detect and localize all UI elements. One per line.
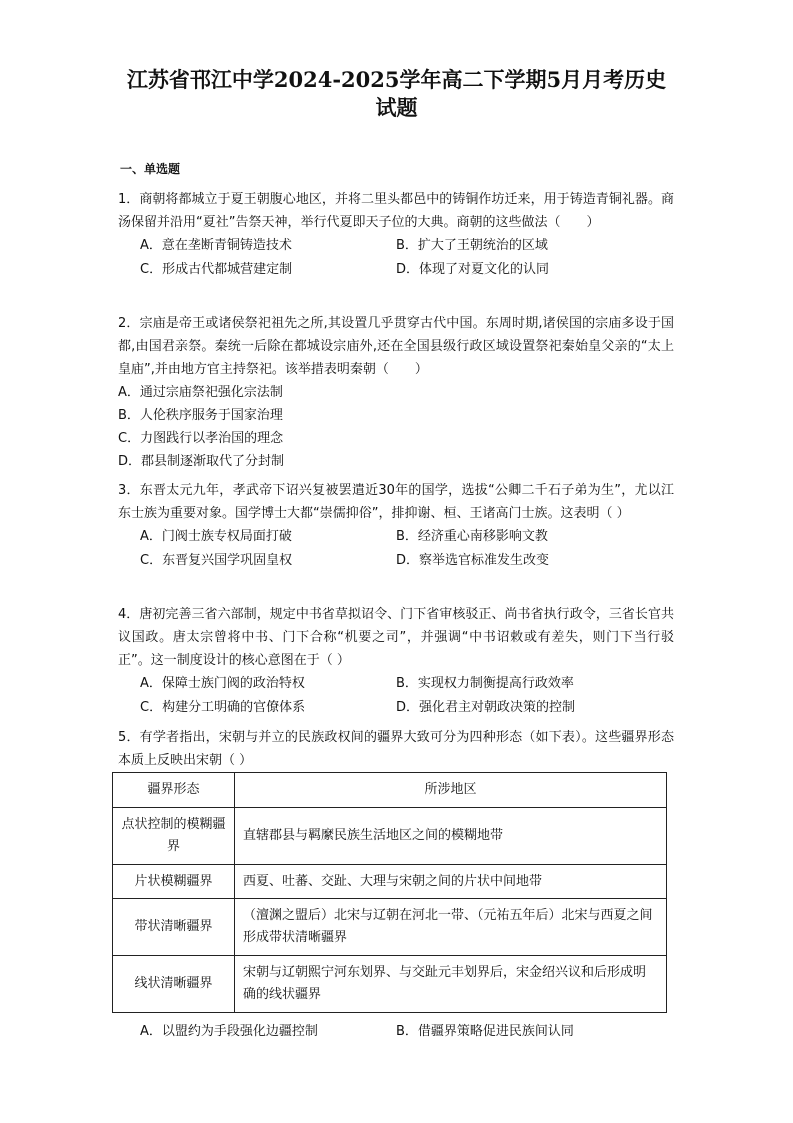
table-row: [113, 899, 667, 956]
question-4-option-a[interactable]: A．保障士族门阀的政治特权: [140, 676, 305, 691]
question-4: [118, 603, 674, 720]
table-cell-region: 直辖郡县与羁縻民族生活地区之间的模糊地带: [235, 808, 667, 865]
section-heading: 一、单选题: [120, 162, 181, 176]
question-3-stem: 3．东晋太元九年，孝武帝下诏兴复被罢遣近30年的国学，选拔“公卿二千石子弟为生”，尤以江东士族为重要对象。国学博士大都“崇儒抑俗”，排抑谢、桓、王诸高门士族。这表明（ ）: [118, 483, 674, 521]
question-4-stem: 4．唐初完善三省六部制，规定中书省草拟诏令、门下省审核驳正、尚书省执行政令，三省长官共议国政。唐太宗曾将中书、门下合称“机要之司”，并强调“中书诏敕或有差失，则门下当行驳正”。这一制度设计的核心意图在于（ ）: [118, 607, 674, 668]
question-4-options-row1: [118, 672, 674, 696]
question-1: [118, 188, 674, 282]
question-1-option-d[interactable]: D．体现了对夏文化的认同: [396, 262, 550, 277]
question-5: [118, 726, 674, 772]
table-row: [113, 956, 667, 1013]
question-2: [118, 312, 674, 473]
question-3-option-d[interactable]: D．察举选官标准发生改变: [396, 553, 550, 568]
question-5-option-b[interactable]: B．借疆界策略促进民族间认同: [396, 1024, 574, 1039]
table-cell-form: 线状清晰疆界: [113, 956, 235, 1013]
question-3: [118, 479, 674, 573]
question-1-option-a[interactable]: A．意在垄断青铜铸造技术: [140, 238, 292, 253]
table-header-form: 疆界形态: [113, 773, 235, 808]
question-3-options-row1: [118, 525, 674, 549]
question-3-options-row2: [118, 549, 674, 573]
question-3-option-a[interactable]: A．门阀士族专权局面打破: [140, 529, 292, 544]
question-2-option-c[interactable]: C．力图践行以孝治国的理念: [118, 431, 284, 446]
question-4-option-d[interactable]: D．强化君主对朝政决策的控制: [396, 700, 576, 715]
table-cell-form: 带状清晰疆界: [113, 899, 235, 956]
question-2-option-b[interactable]: B．人伦秩序服务于国家治理: [118, 408, 283, 423]
question-5-option-a[interactable]: A．以盟约为手段强化边疆控制: [140, 1024, 318, 1039]
question-1-stem: 1．商朝将都城立于夏王朝腹心地区，并将二里头都邑中的铸铜作坊迁来，用于铸造青铜礼器。商汤保留并沿用“夏社”告祭天神，举行代夏即天子位的大典。商朝的这些做法（ ）: [118, 192, 674, 230]
question-1-option-b[interactable]: B．扩大了王朝统治的区域: [396, 238, 548, 253]
table-row: [113, 808, 667, 865]
table-cell-form: 片状模糊疆界: [113, 865, 235, 899]
question-4-option-b[interactable]: B．实现权力制衡提高行政效率: [396, 676, 574, 691]
question-3-option-c[interactable]: C．东晋复兴国学巩固皇权: [140, 553, 293, 568]
question-4-option-c[interactable]: C．构建分工明确的官僚体系: [140, 700, 306, 715]
table-cell-region: （澶渊之盟后）北宋与辽朝在河北一带、（元祐五年后）北宋与西夏之间形成带状清晰疆界: [235, 899, 667, 956]
table-header-region: 所涉地区: [235, 773, 667, 808]
exam-title-line2: 试题: [375, 95, 418, 120]
question-5-options-row1: [118, 1020, 674, 1044]
exam-title-line1: 江苏省邗江中学2024-2025学年高二下学期5月月考历史: [126, 67, 667, 92]
question-1-option-c[interactable]: C．形成古代都城营建定制: [140, 262, 293, 277]
table-cell-form: 点状控制的模糊疆界: [113, 808, 235, 865]
question-2-option-d[interactable]: D．郡县制逐渐取代了分封制: [118, 454, 285, 469]
border-forms-table: [112, 772, 667, 1013]
table-header-row: [113, 773, 667, 808]
question-2-stem: 2．宗庙是帝王或诸侯祭祀祖先之所,其设置几乎贯穿古代中国。东周时期,诸侯国的宗庙多设于国都,由国君亲祭。秦统一后除在都城设宗庙外,还在全国县级行政区域设置祭祀秦始皇父亲的“太上皇庙”,并由地方官主持祭祀。该举措表明秦朝（ ）: [118, 316, 674, 377]
question-5-options: [118, 1020, 674, 1044]
question-3-option-b[interactable]: B．经济重心南移影响文教: [396, 529, 548, 544]
question-5-stem: 5．有学者指出，宋朝与并立的民族政权间的疆界大致可分为四种形态（如下表）。这些疆界形态本质上反映出宋朝（ ）: [118, 730, 674, 768]
question-2-option-a[interactable]: A．通过宗庙祭祀强化宗法制: [118, 385, 283, 400]
exam-title: [100, 66, 693, 122]
table-row: [113, 865, 667, 899]
table-cell-region: 西夏、吐蕃、交趾、大理与宋朝之间的片状中间地带: [235, 865, 667, 899]
question-4-options-row2: [118, 696, 674, 720]
question-1-options-row1: [118, 234, 674, 258]
question-1-options-row2: [118, 258, 674, 282]
table-cell-region: 宋朝与辽朝熙宁河东划界、与交趾元丰划界后，宋金绍兴议和后形成明确的线状疆界: [235, 956, 667, 1013]
